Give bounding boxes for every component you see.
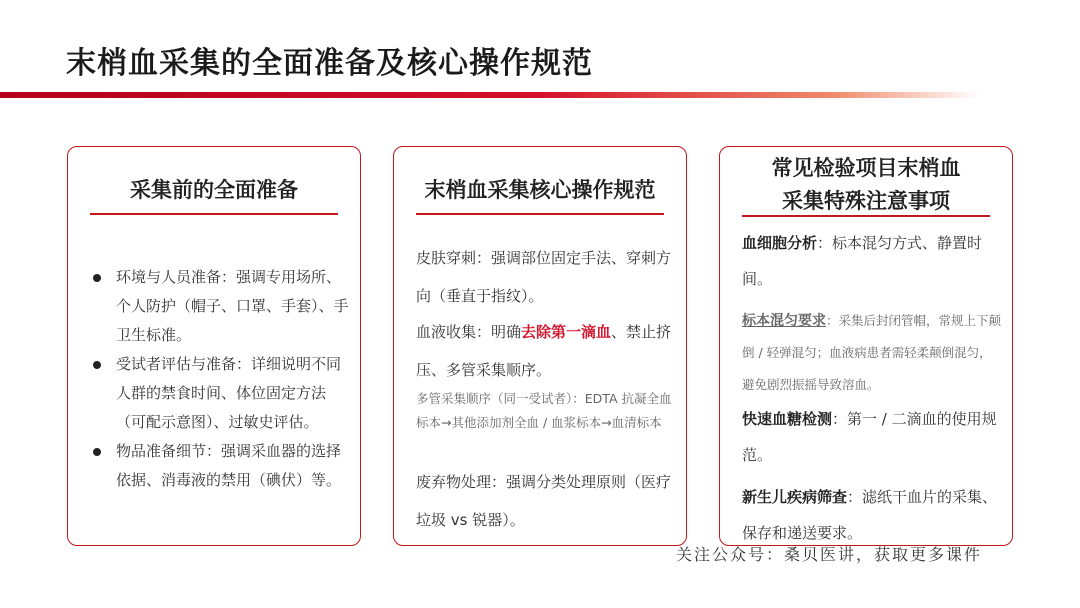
- card-preparation-title: 采集前的全面准备: [130, 178, 298, 202]
- card-core-operations: [393, 146, 687, 546]
- mixing-requirement-text: 标本混匀要求：采集后封闭管帽，常规上下颠倒 / 轻弹混匀；血液病患者需轻柔颠倒混匀，避免剧烈振摇导致溶血。: [742, 313, 1002, 392]
- footer-promo: 关注公众号：桑贝医讲，获取更多课件: [676, 545, 983, 564]
- card-test-notes-title-line2: 采集特殊注意事项: [782, 189, 950, 213]
- bullet-icon: [93, 448, 101, 456]
- blood-collection-text: 血液收集：明确去除第一滴血、禁止挤压、多管采集顺序。: [416, 323, 672, 379]
- preparation-list: [90, 263, 352, 495]
- glucose-text: 快速血糖检测：第一 / 二滴血的使用规范。: [742, 410, 997, 464]
- list-item: 物品准备细节：强调采血器的选择依据、消毒液的禁用（碘伏）等。: [90, 437, 352, 495]
- card-core-operations-divider: [416, 213, 664, 215]
- waste-disposal-text: 废弃物处理：强调分类处理原则（医疗垃圾 vs 锐器）。: [416, 473, 672, 529]
- page-title: 末梢血采集的全面准备及核心操作规范: [66, 46, 593, 81]
- list-item: 环境与人员准备：强调专用场所、个人防护（帽子、口罩、手套）、手卫生标准。: [90, 263, 352, 350]
- list-item: 受试者评估与准备：详细说明不同人群的禁食时间、体位固定方法（可配示意图）、过敏史评估。: [90, 350, 352, 437]
- card-preparation-divider: [90, 213, 338, 215]
- cbc-text: 血细胞分析：标本混匀方式、静置时间。: [742, 234, 983, 288]
- highlight-discard-first-drop: 去除第一滴血: [521, 323, 612, 341]
- newborn-screening-text: 新生儿疾病筛查：滤纸干血片的采集、保存和递送要求。: [742, 488, 998, 542]
- title-underline-bar: [0, 92, 980, 98]
- card-core-operations-title: 末梢血采集核心操作规范: [424, 178, 656, 202]
- collection-order-note: 多管采集顺序（同一受试者）：EDTA 抗凝全血标本→其他添加剂全血 / 血浆标本→血清标本: [416, 391, 672, 430]
- skin-puncture-text: 皮肤穿刺：强调部位固定手法、穿刺方向（垂直于指纹）。: [416, 249, 672, 305]
- card-test-notes-title-line1: 常见检验项目末梢血: [771, 156, 961, 180]
- card-test-notes: [719, 146, 1013, 546]
- bullet-icon: [93, 361, 101, 369]
- card-test-notes-divider: [742, 215, 990, 217]
- bullet-icon: [93, 274, 101, 282]
- card-preparation: [67, 146, 361, 546]
